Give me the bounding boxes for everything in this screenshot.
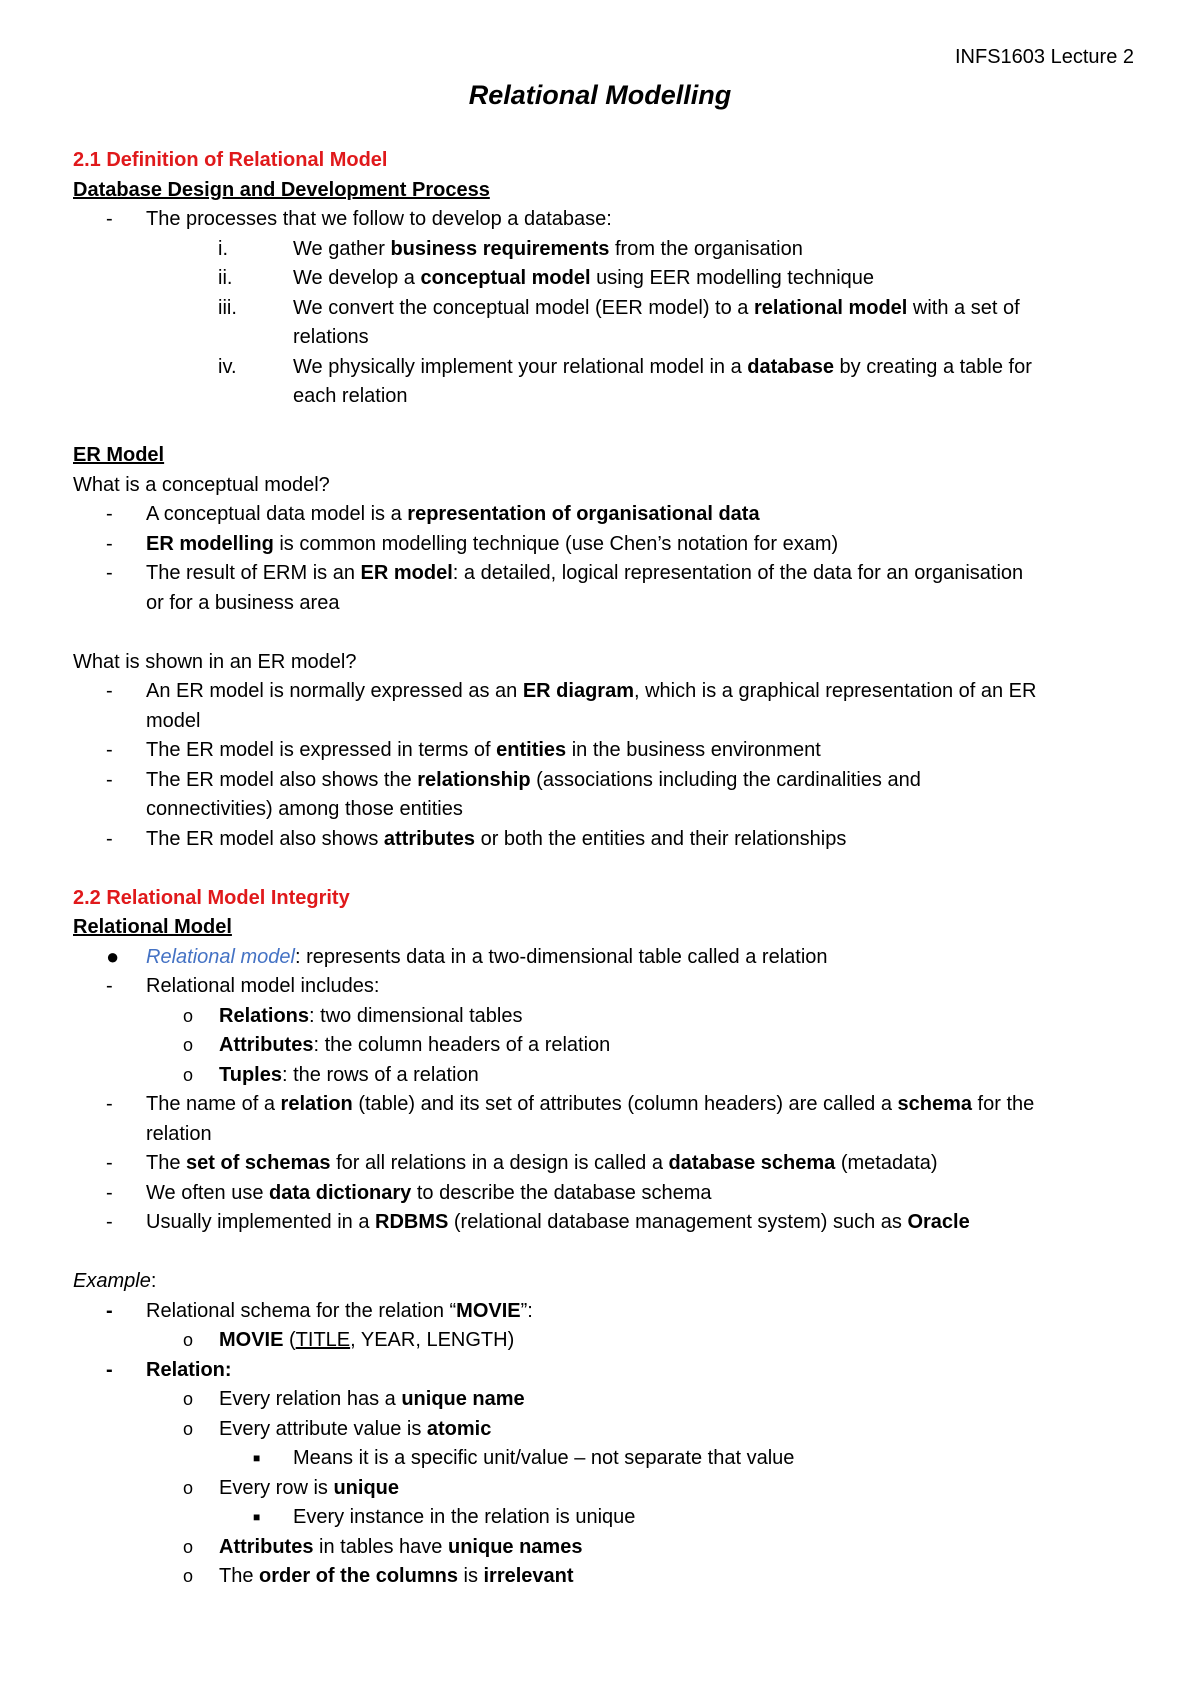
step-item-continued: relations [293,326,369,348]
sub-bullet-item: o The order of the columns is irrelevant [183,1565,574,1587]
list-item-continued: model [146,709,201,732]
list-item: - Relational model includes: [106,975,380,997]
list-item: - The ER model also shows the relationship (associations including the cardinalities and [106,768,921,791]
bullet-item: ● Relational model: represents data in a two-dimensional table called a relation [73,943,1143,973]
list-item: - An ER model is normally expressed as an ER diagram, which is a graphical representation of an ER [106,680,1037,702]
step-item: i. We gather business requirements from the organisation [218,237,803,260]
course-header: INFS1603 Lecture 2 [955,46,1134,68]
document-body [73,146,1143,1592]
sub-bullet-item: o Attributes: the column headers of a relation [183,1034,611,1056]
subheading-er-model: ER Model [73,444,165,466]
list-item-continued: relation [146,1122,212,1145]
step-item: iii. We convert the conceptual model (EER model) to a relational model with a set of [218,296,1020,319]
movie-schema: o MOVIE (TITLE, YEAR, LENGTH) [183,1329,515,1351]
list-item-continued: connectivities) among those entities [146,798,463,820]
list-item: - The result of ERM is an ER model: a detailed, logical representation of the data for an organisation [106,562,1024,584]
sub-bullet-item: o Tuples: the rows of a relation [183,1063,479,1086]
square-bullet-item: ■ Means it is a specific unit/value – not separate that value [253,1447,795,1469]
subheading-relational-model: Relational Model [73,916,232,938]
example-label: Example: [73,1270,157,1292]
step-item: ii. We develop a conceptual model using EER modelling technique [218,267,875,289]
sub-bullet-item: o Every relation has a unique name [183,1388,525,1410]
list-item: - We often use data dictionary to describe the database schema [106,1181,712,1204]
sub-bullet-item: o Relations: two dimensional tables [183,1004,523,1027]
sub-bullet-item: o Attributes in tables have unique names [183,1535,583,1558]
step-item: iv. We physically implement your relational model in a database by creating a table for [218,355,1032,378]
list-item: - The ER model also shows attributes or both the entities and their relationships [106,827,847,850]
subheading-design-process: Database Design and Development Process [73,178,490,201]
square-bullet-item: ■ Every instance in the relation is unique [253,1506,636,1528]
step-item-continued: each relation [293,385,408,407]
bullet-icon: ● [106,943,120,969]
list-item: - ER modelling is common modelling technique (use Chen’s notation for exam) [106,532,839,555]
list-item: - Relation: [106,1358,232,1381]
sub-bullet-item: o Every row is unique [183,1476,400,1499]
list-item: - The name of a relation (table) and its set of attributes (column headers) are called a schema for the [106,1093,1035,1115]
list-item: - The processes that we follow to develop a database: [106,208,612,230]
list-item: - The ER model is expressed in terms of entities in the business environment [106,739,821,761]
section-heading-2-1: 2.1 Definition of Relational Model [73,149,388,171]
section-heading-2-2: 2.2 Relational Model Integrity [73,886,350,909]
primary-key: TITLE [295,1329,351,1351]
document-title: Relational Modelling [468,80,732,110]
list-item-continued: or for a business area [146,591,340,614]
list-item: - A conceptual data model is a representation of organisational data [106,503,760,525]
question-er-model-shown: What is shown in an ER model? [73,650,357,673]
list-item: - Relational schema for the relation “MOVIE”: [106,1299,533,1322]
list-item: - The set of schemas for all relations in a design is called a database schema (metadata) [106,1152,938,1174]
list-item: - Usually implemented in a RDBMS (relational database management system) such as Oracle [106,1211,970,1233]
sub-bullet-item: o Every attribute value is atomic [183,1417,492,1440]
question-conceptual-model: What is a conceptual model? [73,473,330,496]
